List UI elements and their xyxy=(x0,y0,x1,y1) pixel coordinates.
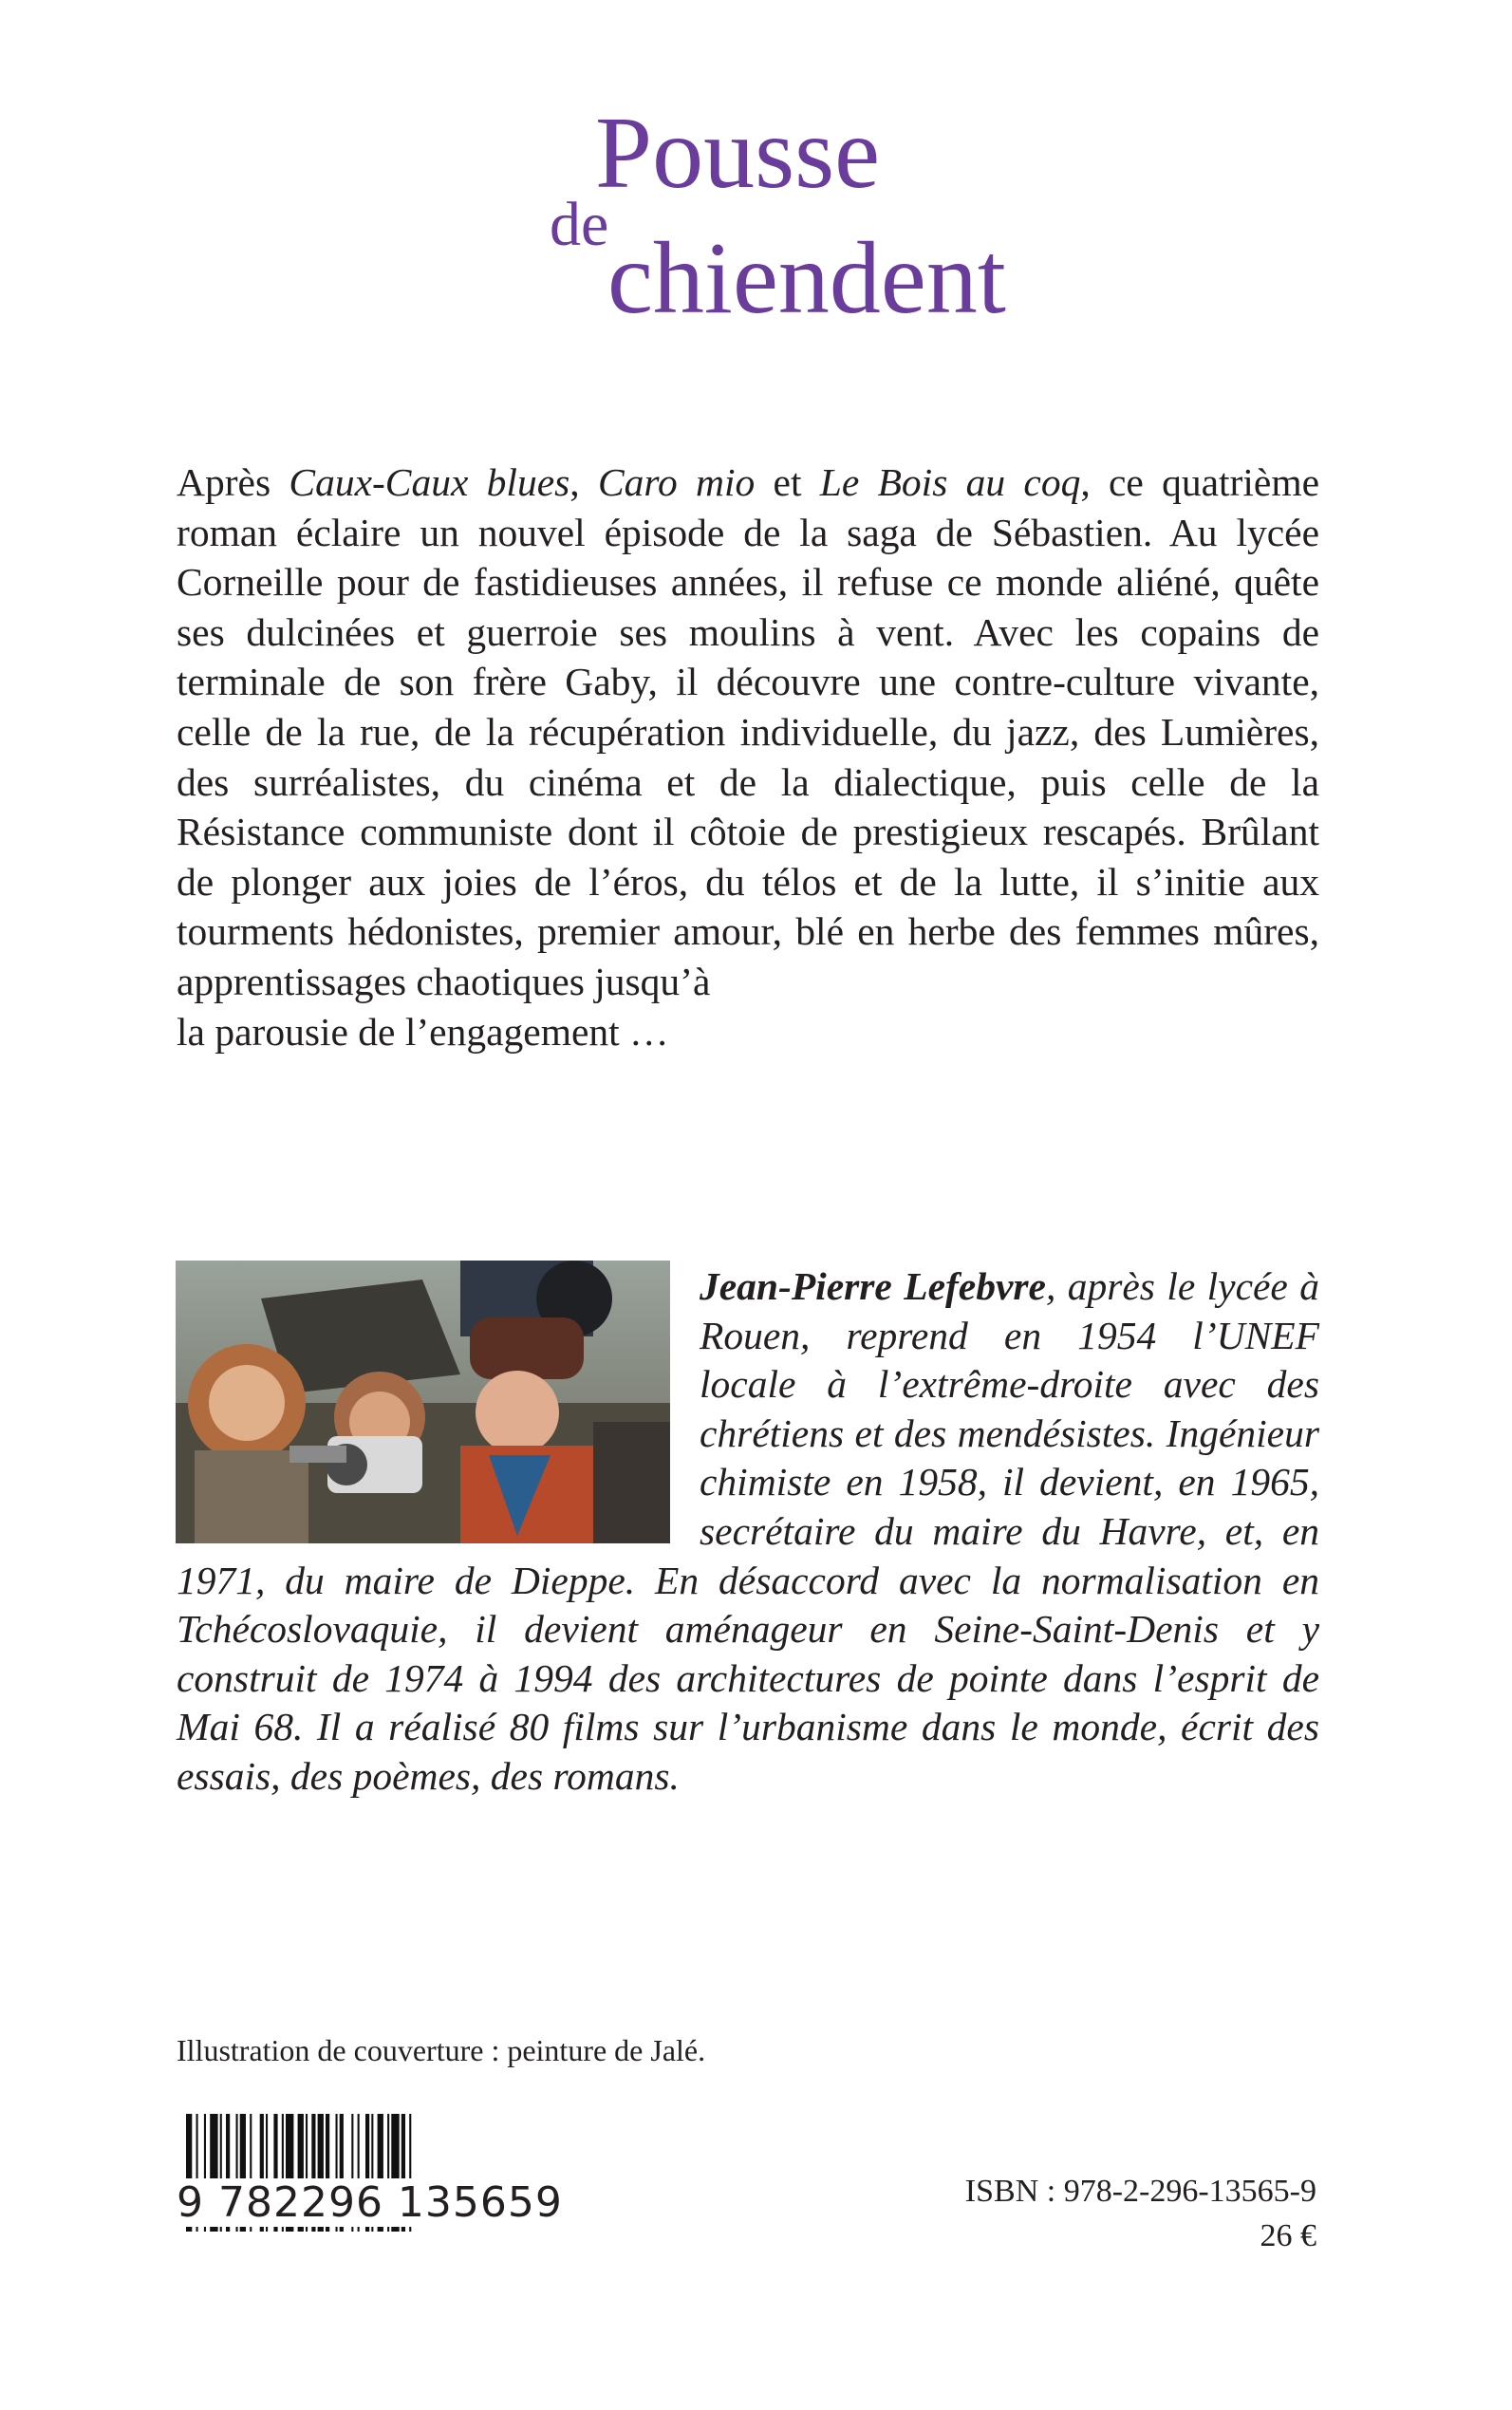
synopsis-text: et xyxy=(755,460,820,504)
author-name: Jean-Pierre Lefebvre xyxy=(700,1264,1046,1308)
author-bio xyxy=(177,1262,1319,1802)
title-line-3: chiendent xyxy=(607,222,1006,335)
illustration-credit: Illustration de couverture : peinture de Jalé. xyxy=(177,2033,706,2067)
synopsis-text: Après xyxy=(177,460,289,504)
barcode-digits: 9 782296 135659 xyxy=(177,2178,563,2227)
title-line-1: Pousse xyxy=(595,97,881,210)
title-line-2: de xyxy=(550,190,609,259)
synopsis xyxy=(177,458,1319,1056)
synopsis-text: , xyxy=(569,460,598,504)
price: 26 € xyxy=(1260,2218,1316,2253)
isbn: ISBN : 978-2-296-13565-9 xyxy=(964,2174,1316,2209)
book-reference: Caro mio xyxy=(597,460,756,504)
photo-spacer xyxy=(177,1262,700,1553)
book-title xyxy=(0,0,1512,342)
book-reference: Le Bois au coq xyxy=(819,460,1081,504)
book-reference: Caux-Caux blues xyxy=(289,460,570,504)
author-bio-text: , après le lycée à Rouen, reprend en 1954 l’UNEF locale à l’extrême-droite avec des chrétiens et des mendésistes. Ingénieur chimiste en 1958, il devient, en 1965, secrétaire du maire du Havre, et, en 1971, du maire de Dieppe. En désaccord avec la normalisation en Tchécoslovaquie, il devient aménageur en Seine-Saint-Denis et y construit de 1974 à 1994 des architectures de pointe dans l’esprit de Mai 68. Il a réalisé 80 films sur l’urbanisme dans le monde, écrit des essais, des poèmes, des romans. xyxy=(177,1264,1319,1798)
synopsis-text: , ce quatrième roman éclaire un nouvel épisode de la saga de Sébastien. Au lycée Corneille pour de fastidieuses années, il refuse ce monde aliéné, quête ses dulcinées et guerroie ses moulins à vent. Avec les copains de terminale de son frère Gaby, il découvre une contre-culture vivante, celle de la rue, de la récupération individuelle, du jazz, des Lumières, des surréalistes, du cinéma et de la dialectique, puis celle de la Résistance communiste dont il côtoie de prestigieux rescapés. Brûlant de plonger aux joies de l’éros, du télos et de la lutte, il s’initie aux tourments hédonistes, premier amour, blé en herbe des femmes mûres, apprentissages chaotiques jusqu’à xyxy=(177,460,1320,1003)
synopsis-body xyxy=(177,458,1319,1007)
synopsis-last-line: la parousie de l’engagement … xyxy=(177,1009,669,1054)
